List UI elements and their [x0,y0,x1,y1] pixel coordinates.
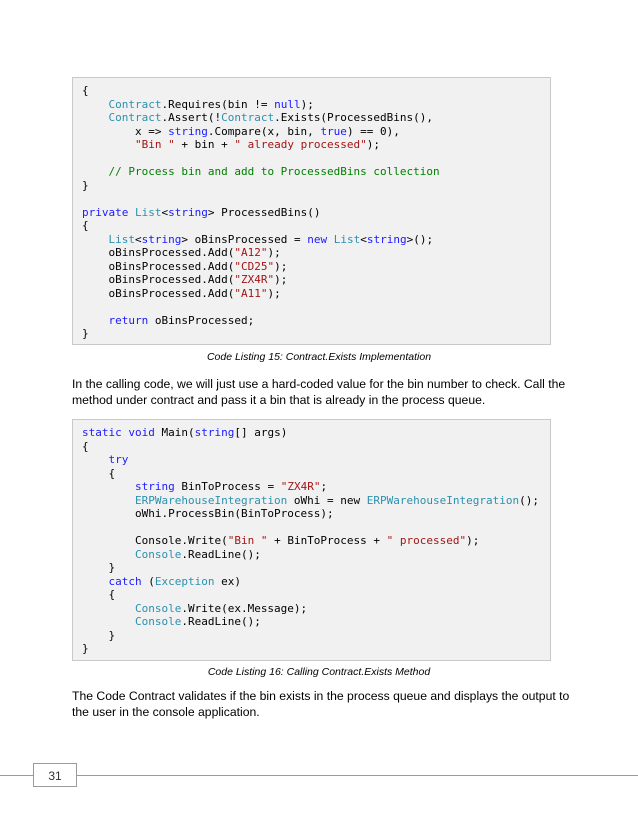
code-token: ERPWarehouseIntegration [366,493,520,507]
code-token: oWhi.ProcessBin(BinToProcess); [82,507,334,520]
code-token: < [161,205,169,219]
code-listing-16-caption: Code Listing 16: Calling Contract.Exists Method [207,666,431,678]
code-token: "A11" [234,286,268,300]
code-line [82,467,550,481]
code-token: Contract [108,97,162,111]
code-line [82,260,550,274]
code-line [82,152,550,166]
code-token: > oBinsProcessed = [181,232,308,246]
code-token: string [134,480,175,493]
code-token: + bin + [174,138,235,151]
code-token: oBinsProcessed; [148,313,255,327]
code-line [82,440,550,454]
code-token: .Compare(x, bin, [207,124,321,138]
code-line [82,206,550,220]
code-token: void [128,426,155,439]
code-token: ); [274,259,288,273]
code-token: try [108,453,129,466]
code-token: ); [466,534,480,547]
code-token: (); [519,493,539,507]
code-token [128,206,135,219]
code-token: Console.Write( [82,534,228,547]
code-line [82,111,550,125]
code-token: >(); [406,232,434,246]
code-line [82,561,550,575]
code-token: private [82,205,129,219]
code-token: ; [320,480,328,493]
code-token: { [82,84,89,97]
code-line [82,179,550,193]
code-token: // Process bin and add to ProcessedBins collection [108,165,440,178]
paragraph-validation: The Code Contract validates if the bin exists in the process queue and displays the output to the user in the console application. [72,689,570,719]
paragraph-calling-code: In the calling code, we will just use a hard-coded value for the bin number to check. Call the method under contract and pass it a bin that is already in the process queue. [72,377,566,407]
code-listing-15-caption: Code Listing 15: Contract.Exists Implementation [206,351,432,363]
code-listing-15 [72,77,551,345]
code-token [82,494,135,507]
code-line [82,548,550,562]
code-token: "CD25" [234,259,275,273]
code-token: Main( [154,426,195,439]
code-token: .Requires(bin != [161,97,275,111]
code-line [82,480,550,494]
code-token: Console [134,615,182,628]
code-line [82,192,550,206]
code-token: .Assert(! [161,111,222,124]
code-token: < [135,232,142,246]
code-token: "ZX4R" [280,480,321,493]
code-token: ); [267,286,281,300]
code-token: x => [82,124,169,138]
code-line [82,327,550,341]
code-line [82,246,550,260]
code-token: } [82,327,89,340]
code-token: Console [134,547,182,561]
code-token: ); [267,246,281,259]
code-token: string [194,426,235,439]
code-line [82,287,550,301]
page-number: 31 [33,763,77,787]
code-token: return [108,313,149,327]
code-token: ); [274,273,288,286]
code-token: { [82,588,116,601]
code-token: catch [108,574,142,588]
code-token [82,480,135,493]
code-token: Contract [221,111,275,124]
code-line [82,219,550,233]
code-token: } [82,561,116,574]
code-token: "Bin " [134,138,175,151]
code-token [82,314,109,327]
code-token: Contract [108,111,162,124]
code-token: ) == 0), [346,124,400,138]
code-token: { [82,219,89,232]
code-token: } [82,642,89,655]
code-token: List [108,232,135,246]
code-token: oBinsProcessed.Add( [82,246,235,259]
code-token [327,233,334,246]
code-line [82,629,550,643]
code-token: < [360,232,367,246]
code-token: true [320,124,347,138]
code-token: } [82,178,89,192]
code-token: } [82,628,116,642]
code-token [82,233,109,246]
code-token: + BinToProcess + [267,534,387,547]
code-line [82,300,550,314]
code-token: oWhi = new [287,493,367,507]
code-token [82,615,135,628]
code-line [82,165,550,179]
code-line [82,575,550,589]
code-token [82,111,109,124]
code-token: "Bin " [227,534,268,547]
code-line [82,125,550,139]
code-token: string [168,124,208,138]
code-token: ( [141,574,155,588]
code-line [82,521,550,535]
code-line [82,507,550,521]
code-line [82,615,550,629]
code-token: { [82,439,89,453]
code-line [82,588,550,602]
code-line [82,642,550,656]
code-token: "A12" [234,246,268,259]
code-token: .ReadLine(); [181,615,261,628]
code-line [82,314,550,328]
code-token: .Exists(ProcessedBins(), [274,111,434,124]
code-token: oBinsProcessed.Add( [82,273,235,286]
code-line [82,494,550,508]
code-token [82,98,109,111]
code-token: > ProcessedBins() [207,205,321,219]
code-token [82,453,109,466]
code-token [82,602,135,615]
code-token [82,575,109,588]
code-token: static [82,426,122,439]
code-line [82,273,550,287]
code-token: "ZX4R" [234,273,275,286]
code-token [82,165,109,178]
code-token: " processed" [386,534,467,547]
code-line [82,426,550,440]
code-token: oBinsProcessed.Add( [82,259,235,273]
code-token [82,138,135,151]
code-token: Console [134,601,182,615]
code-token: ); [300,97,314,111]
code-token: ERPWarehouseIntegration [134,493,288,507]
code-line [82,534,550,548]
code-token: string [168,205,208,219]
code-line [82,84,550,98]
code-token: oBinsProcessed.Add( [82,286,235,300]
code-token: string [366,232,407,246]
code-token [82,548,135,561]
code-token: List [333,232,361,246]
code-line [82,98,550,112]
code-line [82,602,550,616]
code-token: .Write(ex.Message); [181,601,308,615]
code-token: BinToProcess = [174,480,281,493]
code-token: List [134,205,162,219]
code-token: string [141,232,182,246]
code-token: " already processed" [234,138,367,151]
footer-divider [0,775,638,776]
code-line [82,233,550,247]
code-token: new [307,232,328,246]
code-token: Exception [154,574,215,588]
code-token: .ReadLine(); [181,547,261,561]
code-line [82,138,550,152]
code-token: { [82,466,116,480]
code-line [82,453,550,467]
code-token: ex) [214,574,241,588]
code-token: ); [366,138,381,151]
code-listing-16 [72,419,551,661]
code-token: [] args) [234,426,288,439]
code-token: null [274,97,301,111]
